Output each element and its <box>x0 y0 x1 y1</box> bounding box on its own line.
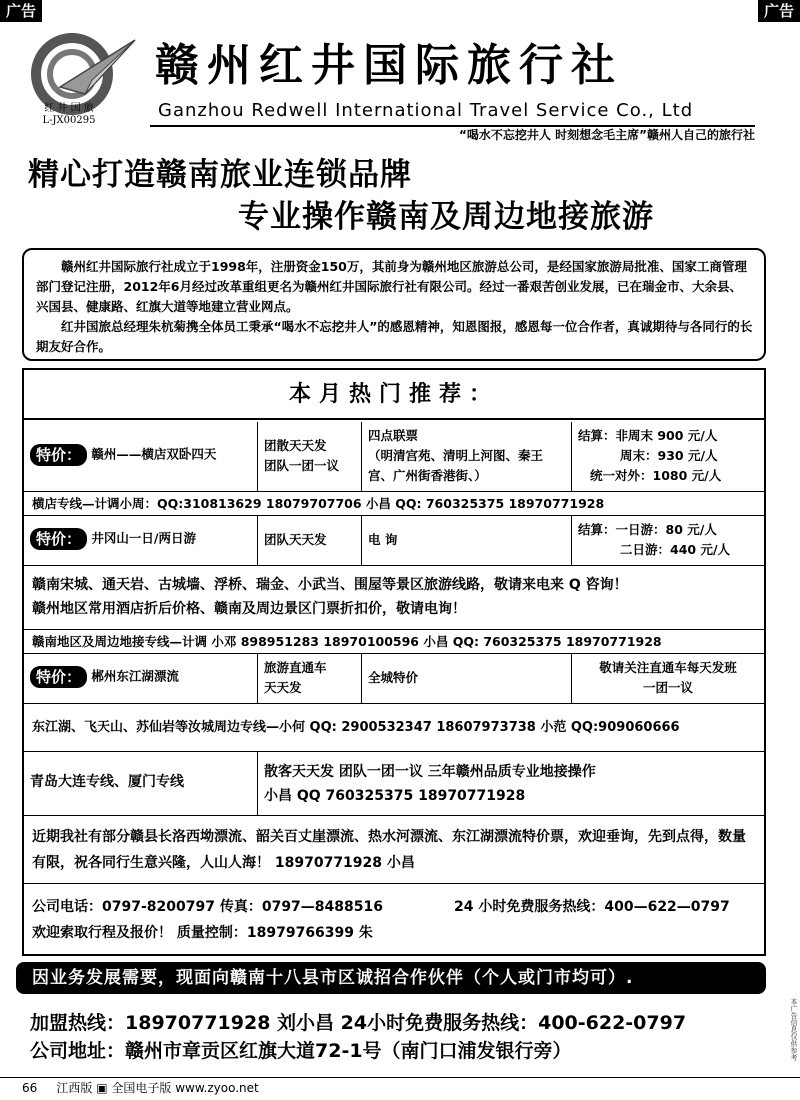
slogan: “喝水不忘挖井人 时刻想念毛主席”赣州人自己的旅行社 <box>459 128 755 142</box>
headline-1: 精心打造赣南旅业连锁品牌 <box>28 157 412 193</box>
intro-paragraph-2: 红井国旅总经理朱杭菊携全体员工秉承“喝水不忘挖井人”的感恩精神，知恩图报，感恩每一位合作者，真诚期待与各同行的长期友好合作。 <box>36 319 753 354</box>
page-footer: 66 江西版 ▣ 全国电子版 www.zyoo.net <box>22 1081 259 1095</box>
route-cell: 特价： 赣州——横店双卧四天 <box>24 422 258 491</box>
route-cell: 青岛大连专线、厦门专线 <box>24 752 258 815</box>
company-phone-block: 公司电话：0797-8200797 传真：0797—8488516 24 小时免费服务热线：400—622—0797 欢迎索取行程及报价！ 质量控制：18979766399 朱 <box>32 899 730 941</box>
headline-2: 专业操作赣南及周边地接旅游 <box>238 199 654 235</box>
company-name-cn: 赣州红井国际旅行社 <box>155 40 623 91</box>
hengdian-contact-line: 横店专线—计调小周：QQ:310813629 18079707706 小昌 QQ: 760325375 18970771928 <box>24 492 764 516</box>
route-row-dongjiang <box>24 654 764 704</box>
price-cell: 结算：一日游：80 元/人 二日游：440 元/人 <box>578 522 731 557</box>
route-row-jinggangshan <box>24 516 764 566</box>
special-price-badge: 特价： <box>30 528 87 550</box>
hot-recommend-table <box>22 368 766 956</box>
special-price-badge: 特价： <box>30 666 87 688</box>
hot-title: 本月热门推荐： <box>24 370 764 420</box>
join-hotline: 加盟热线：18970771928 刘小昌 24小时免费服务热线：400-622-0797 <box>30 1012 687 1034</box>
ticket-cell: 全城特价 <box>362 654 572 703</box>
side-note: 本广告信息仅供参考 <box>790 998 798 1061</box>
footer-rule <box>0 1077 800 1078</box>
company-address: 公司地址：赣州市章贡区红旗大道72-1号（南门口浦发银行旁） <box>30 1040 572 1062</box>
company-name-en: Ganzhou Redwell International Travel Service Co., Ltd <box>158 100 694 121</box>
recruit-banner: 因业务发展需要，现面向赣南十八县市区诚招合作伙伴（个人或门市均可）. <box>16 962 766 994</box>
group-cell: 团队天天发 <box>258 516 362 565</box>
route-cell: 特价： 井冈山一日/两日游 <box>24 516 258 565</box>
scenic-notes: 赣南宋城、通天岩、古城墙、浮桥、瑞金、小武当、围屋等景区旅游线路，敬请来电来 Q 咨询！ 赣州地区常用酒店折后价格、赣南及周边景区门票折扣价，敬请电询！ <box>24 566 764 630</box>
ad-label-right: 广告 <box>758 0 800 22</box>
dongjiang-contact-line: 东江湖、飞天山、苏仙岩等汝城周边专线—小何 QQ: 2900532347 18607973738 小范 QQ:909060666 <box>24 704 764 752</box>
logo-caption: 红 井 国 旅 L-JX00295 <box>42 103 96 126</box>
magazine-logo-icon: ▣ <box>96 1081 108 1095</box>
route-row-hengdian <box>24 422 764 492</box>
ad-label-left: 广告 <box>0 0 42 22</box>
intro-paragraph-1: 赣州红井国际旅行社成立于1998年，注册资金150万，其前身为赣州地区旅游总公司，是经国家旅游局批准、国家工商管理部门登记注册，2012年6月经过改革重组更名为赣州红井国际旅行社有限公司。经过一番艰苦创业发展，已在瑞金市、大余县、兴国县、健康路、红旗大道等地建立营业网点。 <box>36 259 747 314</box>
special-price-badge: 特价： <box>30 444 87 466</box>
price-cell: 敬请关注直通车每天发班 一团一议 <box>599 660 737 695</box>
route-cell: 特价： 郴州东江湖漂流 <box>24 654 258 703</box>
group-cell: 旅游直通车 天天发 <box>258 654 362 703</box>
route-info-cell: 散客天天发 团队一团一议 三年赣州品质专业地接操作 小昌 QQ 760325375 18970771928 <box>264 764 596 804</box>
route-row-qingdao <box>24 752 764 816</box>
header-rule <box>150 125 755 127</box>
price-cell: 结算：非周末 900 元/人 周末：930 元/人 统一对外：1080 元/人 <box>578 428 722 483</box>
rafting-notes: 近期我社有部分赣县长洛西坳漂流、韶关百丈崖漂流、热水河漂流、东江湖漂流特价票，欢迎垂询，先到点得，数量有限，祝各同行生意兴隆，人山人海！ 18970771928 小昌 <box>24 816 764 884</box>
local-contact-line: 赣南地区及周边地接专线—计调 小邓 898951283 18970100596 小昌 QQ: 760325375 18970771928 <box>24 630 764 654</box>
group-cell: 团散天天发 团队一团一议 <box>258 422 362 491</box>
ticket-cell: 电 询 <box>362 516 572 565</box>
intro-box <box>22 248 766 361</box>
ticket-cell: 四点联票 （明清宫苑、清明上河图、秦王宫、广州街香港街、） <box>362 422 572 491</box>
